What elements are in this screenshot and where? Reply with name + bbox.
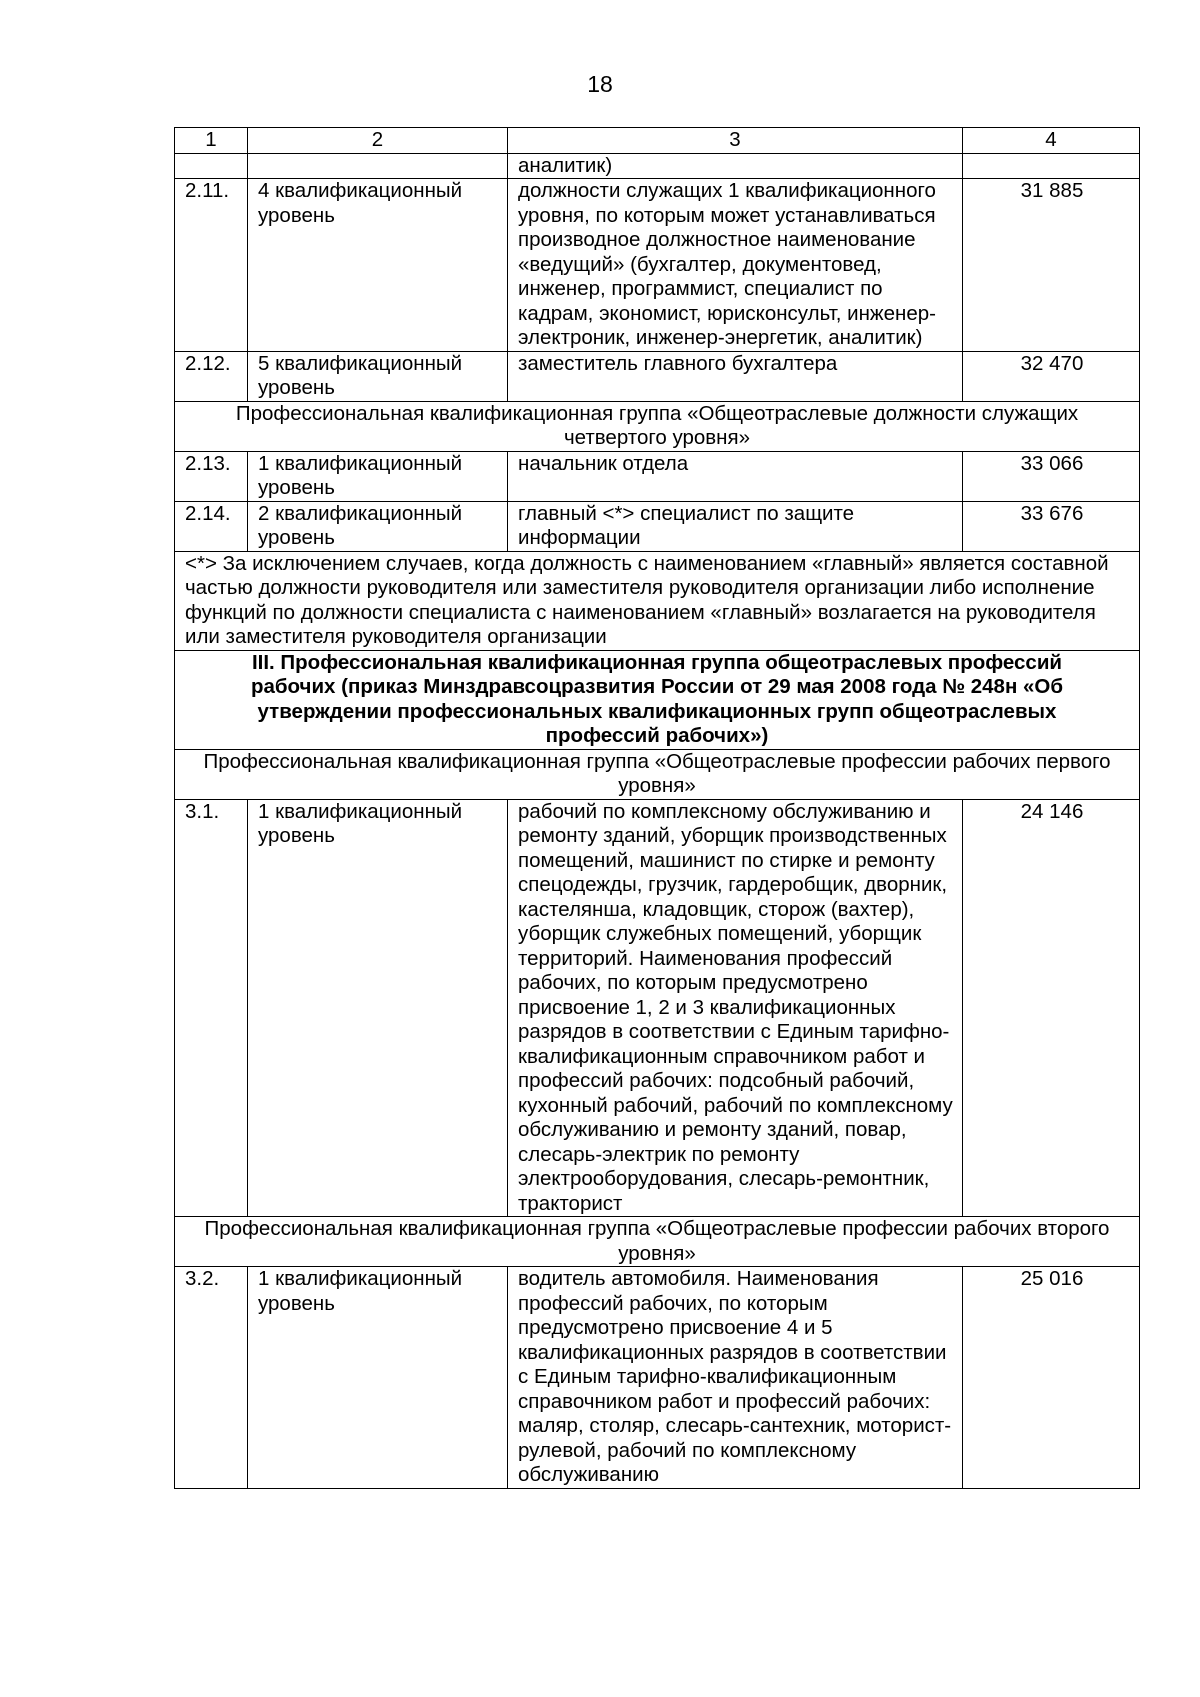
column-number: 1 (175, 128, 248, 154)
footnote-row (175, 551, 1140, 650)
salary-cell: 25 016 (963, 1267, 1140, 1489)
column-number-row (175, 128, 1140, 154)
table-row-continued (175, 153, 1140, 179)
positions-cell: заместитель главного бухгалтера (508, 351, 963, 401)
column-number: 3 (508, 128, 963, 154)
group-heading-row (175, 749, 1140, 799)
column-number: 4 (963, 128, 1140, 154)
row-number-cell: 3.2. (175, 1267, 248, 1489)
positions-cell: начальник отдела (508, 451, 963, 501)
section-heading-row (175, 650, 1140, 749)
table-row (175, 799, 1140, 1217)
row-number-cell: 2.14. (175, 501, 248, 551)
group-heading: Профессиональная квалификационная группа «Общеотраслевые должности служащих четвертого уровня» (175, 401, 1140, 451)
level-cell: 2 квалификационный уровень (248, 501, 508, 551)
column-number: 2 (248, 128, 508, 154)
group-heading-row (175, 1217, 1140, 1267)
level-cell: 4 квалификационный уровень (248, 179, 508, 352)
table-row (175, 179, 1140, 352)
page-number: 18 (587, 71, 613, 97)
salary-cell (963, 153, 1140, 179)
row-number-cell (175, 153, 248, 179)
section-heading: III. Профессиональная квалификационная группа общеотраслевых профессий рабочих (приказ Минздравсоцразвития России от 29 мая 2008 года № 248н «Об утверждении профессиональных квалификационных групп общеотраслевых профессий рабочих») (175, 650, 1140, 749)
group-heading: Профессиональная квалификационная группа «Общеотраслевые профессии рабочих первого уровня» (175, 749, 1140, 799)
row-number-cell: 3.1. (175, 799, 248, 1217)
salary-cell: 33 676 (963, 501, 1140, 551)
positions-cell: главный <*> специалист по защите информации (508, 501, 963, 551)
positions-cell: водитель автомобиля. Наименования профессий рабочих, по которым предусмотрено присвоение 4 и 5 квалификационных разрядов в соответствии с Единым тарифно-квалификационным справочником работ и профессий рабочих: маляр, столяр, слесарь-сантехник, моторист-рулевой, рабочий по комплексному обслуживанию (508, 1267, 963, 1489)
positions-cell: рабочий по комплексному обслуживанию и ремонту зданий, уборщик производственных помещений, машинист по стирке и ремонту спецодежды, грузчик, гардеробщик, дворник, кастелянша, кладовщик, сторож (вахтер), уборщик служебных помещений, уборщик территорий. Наименования профессий рабочих, по которым предусмотрено присвоение 1, 2 и 3 квалификационных разрядов в соответствии с Единым тарифно-квалификационным справочником работ и профессий рабочих: подсобный рабочий, кухонный рабочий, рабочий по комплексному обслуживанию и ремонту зданий, повар, слесарь-электрик по ремонту электрооборудования, слесарь-ремонтник, тракторист (508, 799, 963, 1217)
table-row (175, 501, 1140, 551)
level-cell: 1 квалификационный уровень (248, 799, 508, 1217)
positions-cell: аналитик) (508, 153, 963, 179)
positions-cell: должности служащих 1 квалификационного уровня, по которым может устанавливаться производное должностное наименование «ведущий» (бухгалтер, документовед, инженер, программист, специалист по кадрам, экономист, юрисконсульт, инженер-электроник, инженер-энергетик, аналитик) (508, 179, 963, 352)
level-cell (248, 153, 508, 179)
level-cell: 1 квалификационный уровень (248, 451, 508, 501)
table-row (175, 451, 1140, 501)
row-number-cell: 2.13. (175, 451, 248, 501)
table-row (175, 351, 1140, 401)
row-number-cell: 2.12. (175, 351, 248, 401)
footnote-text: <*> За исключением случаев, когда должность с наименованием «главный» является составной частью должности руководителя или заместителя руководителя организации либо исполнение функций по должности специалиста с наименованием «главный» возлагается на руководителя или заместителя руководителя организации (175, 551, 1140, 650)
salary-cell: 31 885 (963, 179, 1140, 352)
salary-cell: 33 066 (963, 451, 1140, 501)
group-heading: Профессиональная квалификационная группа «Общеотраслевые профессии рабочих второго уровня» (175, 1217, 1140, 1267)
level-cell: 5 квалификационный уровень (248, 351, 508, 401)
salary-cell: 32 470 (963, 351, 1140, 401)
salary-table (174, 127, 1140, 1489)
salary-cell: 24 146 (963, 799, 1140, 1217)
group-heading-row (175, 401, 1140, 451)
table-row (175, 1267, 1140, 1489)
row-number-cell: 2.11. (175, 179, 248, 352)
level-cell: 1 квалификационный уровень (248, 1267, 508, 1489)
